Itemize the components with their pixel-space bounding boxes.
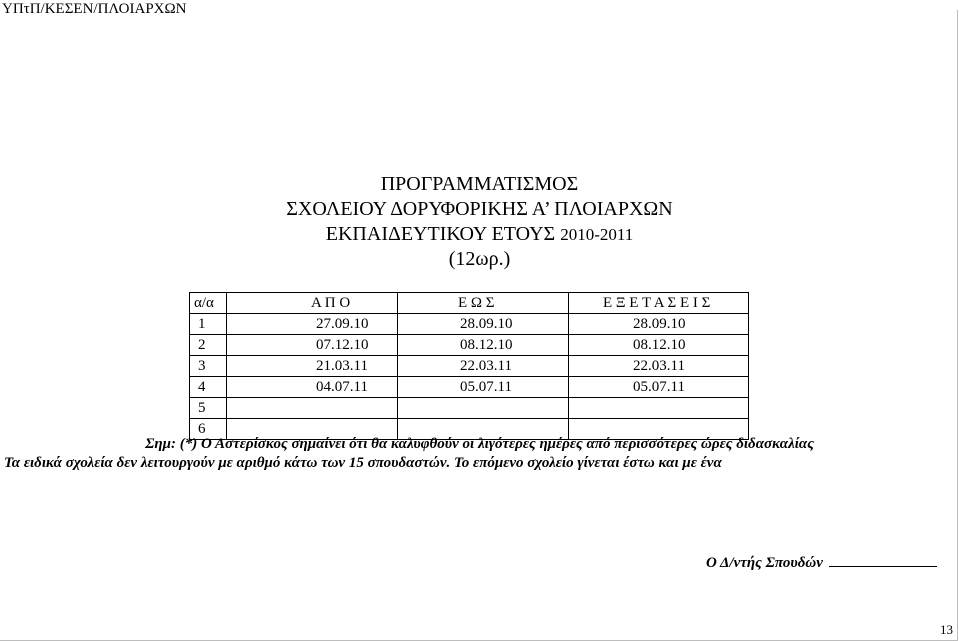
row-number: 1 (190, 314, 227, 335)
signature-label: Ο Δ/ντής Σπουδών (706, 555, 823, 571)
cell-exetaseis: 22.03.11 (569, 356, 749, 377)
table-row (190, 377, 749, 398)
cell-apo (227, 398, 398, 419)
cell-exetaseis: 08.12.10 (569, 335, 749, 356)
cell-apo: 04.07.11 (227, 377, 398, 398)
title-line-3-prefix: ΕΚΠΑΙΔΕΥΤΙΚΟΥ ΕΤΟΥΣ (325, 223, 556, 245)
table-row (190, 335, 749, 356)
cell-apo: 07.12.10 (227, 335, 398, 356)
cell-apo: 21.03.11 (227, 356, 398, 377)
title-line-3 (0, 222, 959, 247)
signature-line (829, 552, 937, 567)
table-row (190, 356, 749, 377)
header-apo: Α Π Ο (227, 293, 398, 314)
table-row (190, 398, 749, 419)
cell-eos: 22.03.11 (398, 356, 569, 377)
cell-eos: 28.09.10 (398, 314, 569, 335)
cell-eos: 05.07.11 (398, 377, 569, 398)
note-asterisk: Σημ: (*) Ο Αστερίσκος σημαίνει ότι θα καλυφθούν οι λιγότερες ημέρες από περισσότερες ώρες διδασκαλίας (145, 436, 814, 452)
table-header-row (190, 293, 749, 314)
row-number: 6 (190, 419, 227, 440)
page-number: 13 (940, 622, 953, 637)
row-number: 2 (190, 335, 227, 356)
signature-block (706, 552, 937, 572)
note-special-schools: Τα ειδικά σχολεία δεν λειτουργούν με αριθμό κάτω των 15 σπουδαστών. Το επόμενο σχολείο γίνεται έστω και με ένα (4, 455, 722, 471)
title-line-1: ΠΡΟΓΡΑΜΜΑΤΙΣΜΟΣ (380, 173, 579, 195)
title-year: 2010-2011 (560, 225, 634, 244)
cell-exetaseis: 05.07.11 (569, 377, 749, 398)
cell-exetaseis (569, 398, 749, 419)
table-row (190, 314, 749, 335)
header-eos: Ε Ω Σ (398, 293, 569, 314)
document-header: ΥΠτΠ/ΚΕΣΕΝ/ΠΛΟΙΑΡΧΩΝ (2, 1, 187, 17)
title-line-4: (12ωρ.) (448, 248, 511, 270)
header-aa: α/α (190, 293, 227, 314)
document-title (0, 172, 959, 272)
cell-eos: 08.12.10 (398, 335, 569, 356)
cell-apo: 27.09.10 (227, 314, 398, 335)
title-line-2: ΣΧΟΛΕΙΟΥ ΔΟΡΥΦΟΡΙΚΗΣ Α’ ΠΛΟΙΑΡΧΩΝ (286, 198, 673, 220)
row-number: 3 (190, 356, 227, 377)
row-number: 5 (190, 398, 227, 419)
schedule-table (189, 292, 749, 440)
cell-exetaseis: 28.09.10 (569, 314, 749, 335)
cell-eos (398, 398, 569, 419)
row-number: 4 (190, 377, 227, 398)
header-exetaseis: Ε Ξ Ε Τ Α Σ Ε Ι Σ (569, 293, 749, 314)
